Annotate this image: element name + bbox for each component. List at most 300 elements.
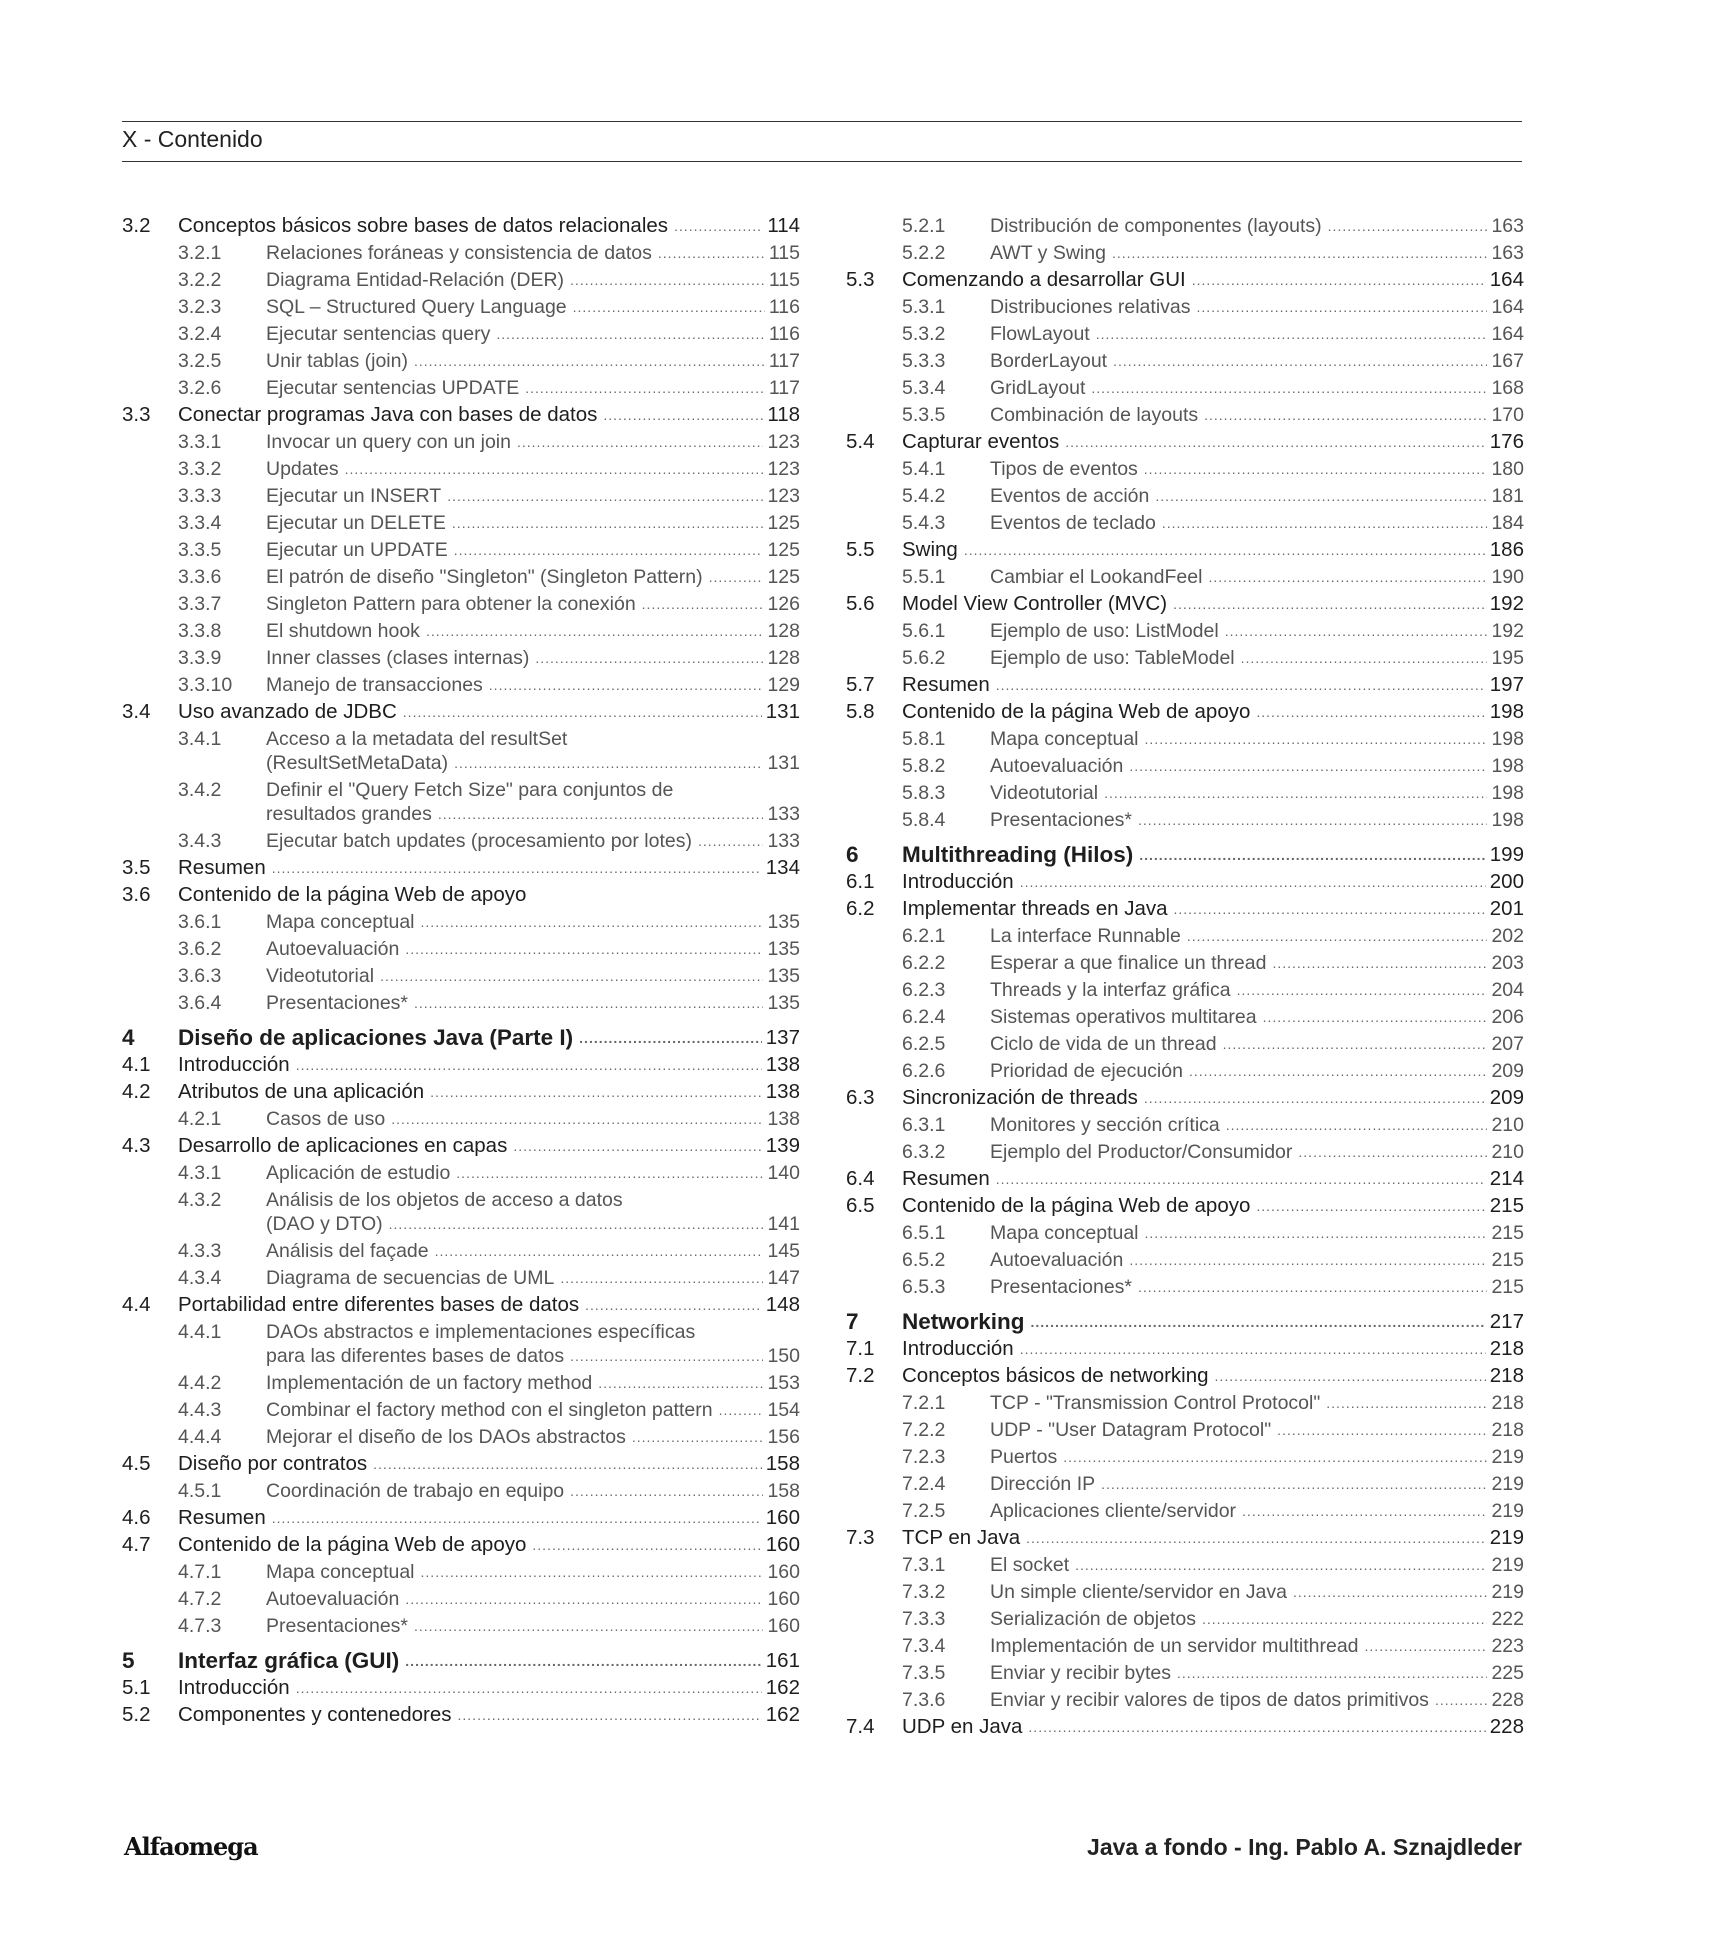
toc-entry-number: 6.3.1 xyxy=(902,1114,946,1136)
toc-entry xyxy=(122,1080,800,1107)
toc-entry-title: Componentes y contenedores xyxy=(178,1703,452,1726)
toc-entry-page: 219 xyxy=(1489,1526,1524,1549)
dot-leader xyxy=(1112,241,1488,265)
toc-entry-title: Autoevaluación xyxy=(990,755,1124,777)
toc-entry-title: Puertos xyxy=(990,1446,1058,1468)
toc-entry-page: 215 xyxy=(1491,1276,1524,1298)
toc-entry-title-continued: (ResultSetMetaData) xyxy=(266,752,449,774)
toc-entry-title: El socket xyxy=(990,1554,1070,1576)
dot-leader xyxy=(698,829,763,853)
toc-entry xyxy=(846,1113,1524,1140)
dot-leader xyxy=(996,673,1486,697)
toc-entry-title: Casos de uso xyxy=(266,1108,386,1130)
toc-entry-number: 3.4.1 xyxy=(178,728,222,750)
toc-entry-page: 125 xyxy=(767,566,800,588)
toc-entry xyxy=(122,619,800,646)
toc-entry xyxy=(846,1445,1524,1472)
toc-entry-page: 217 xyxy=(1489,1310,1524,1333)
dot-leader xyxy=(603,403,763,427)
toc-entry-number: 4.5.1 xyxy=(178,1480,222,1502)
dot-leader xyxy=(642,592,764,616)
toc-entry-page: 192 xyxy=(1491,620,1524,642)
toc-entry-title: Swing xyxy=(902,538,958,561)
toc-entry-title: Distribuciones relativas xyxy=(990,296,1191,318)
toc-entry xyxy=(122,778,800,802)
toc-entry xyxy=(122,214,800,241)
dot-leader xyxy=(1237,978,1488,1002)
toc-entry-number: 3.2.6 xyxy=(178,377,222,399)
toc-entry xyxy=(122,964,800,991)
toc-chapter xyxy=(846,843,1524,870)
toc-entry-number: 3.2.2 xyxy=(178,269,222,291)
toc-entry-page: 133 xyxy=(767,830,800,852)
dot-leader xyxy=(438,802,764,826)
toc-entry-title-continued: para las diferentes bases de datos xyxy=(266,1345,565,1367)
dot-leader xyxy=(1435,1688,1488,1712)
toc-entry xyxy=(846,1418,1524,1445)
dot-leader xyxy=(1272,951,1487,975)
toc-entry-title: Contenido de la página Web de apoyo xyxy=(178,883,527,906)
toc-entry-continuation xyxy=(122,751,800,778)
toc-entry xyxy=(122,322,800,349)
toc-entry-number: 5.4.1 xyxy=(902,458,946,480)
dot-leader xyxy=(405,1587,763,1611)
dot-leader xyxy=(1298,1140,1487,1164)
toc-entry-number: 7.3.4 xyxy=(902,1635,946,1657)
toc-entry-title: Diagrama Entidad-Relación (DER) xyxy=(266,269,565,291)
toc-entry-page: 195 xyxy=(1491,647,1524,669)
toc-entry-page: 192 xyxy=(1489,592,1524,615)
toc-entry-number: 5.8.4 xyxy=(902,809,946,831)
toc-entry-title: Implementación de un servidor multithread xyxy=(990,1635,1359,1657)
toc-entry-number: 3.2.1 xyxy=(178,242,222,264)
dot-leader xyxy=(1208,565,1487,589)
toc-chapter xyxy=(846,1310,1524,1337)
dot-leader xyxy=(1173,592,1486,616)
toc-entry-page: 164 xyxy=(1491,296,1524,318)
toc-entry-page: 134 xyxy=(765,856,800,879)
toc-entry xyxy=(122,1506,800,1533)
toc-entry-title: Ejecutar un UPDATE xyxy=(266,539,448,561)
toc-entry xyxy=(846,565,1524,592)
toc-entry xyxy=(122,1293,800,1320)
toc-entry xyxy=(846,781,1524,808)
dot-leader xyxy=(1096,322,1488,346)
toc-entry xyxy=(846,1194,1524,1221)
toc-entry-number: 7.1 xyxy=(846,1337,875,1360)
toc-entry-title: Inner classes (clases internas) xyxy=(266,647,530,669)
toc-entry xyxy=(846,1140,1524,1167)
toc-entry xyxy=(122,937,800,964)
toc-entry-title: Implementar threads en Java xyxy=(902,897,1168,920)
toc-entry xyxy=(122,1371,800,1398)
toc-entry-title: Autoevaluación xyxy=(990,1249,1124,1271)
toc-entry-title: Contenido de la página Web de apoyo xyxy=(902,1194,1251,1217)
toc-entry-title: Unir tablas (join) xyxy=(266,350,408,372)
toc-entry-page: 218 xyxy=(1491,1392,1524,1414)
header-top-rule xyxy=(122,121,1522,122)
toc-entry-title: Autoevaluación xyxy=(266,938,400,960)
toc-entry xyxy=(846,295,1524,322)
dot-leader xyxy=(414,991,763,1015)
toc-entry-page: 128 xyxy=(767,620,800,642)
dot-leader xyxy=(1242,1499,1487,1523)
toc-entry-title: Ejemplo de uso: TableModel xyxy=(990,647,1235,669)
toc-entry-title: Portabilidad entre diferentes bases de datos xyxy=(178,1293,580,1316)
toc-entry xyxy=(122,1188,800,1212)
dot-leader xyxy=(447,484,763,508)
toc-entry xyxy=(122,673,800,700)
toc-entry xyxy=(846,484,1524,511)
dot-leader xyxy=(1241,646,1488,670)
toc-entry-number: 4.2.1 xyxy=(178,1108,222,1130)
toc-entry-number: 3.6.3 xyxy=(178,965,222,987)
toc-entry-page: 125 xyxy=(767,539,800,561)
toc-entry-page: 161 xyxy=(765,1649,800,1672)
toc-entry-number: 5.8.3 xyxy=(902,782,946,804)
toc-entry-title: TCP en Java xyxy=(902,1526,1021,1549)
toc-entry-number: 5.3.3 xyxy=(902,350,946,372)
toc-entry-number: 5.3.4 xyxy=(902,377,946,399)
toc-entry-number: 5.2.1 xyxy=(902,215,946,237)
toc-entry xyxy=(846,538,1524,565)
toc-entry-title: SQL – Structured Query Language xyxy=(266,296,567,318)
toc-entry xyxy=(846,511,1524,538)
dot-leader xyxy=(513,1134,761,1158)
dot-leader xyxy=(632,1425,764,1449)
toc-entry xyxy=(846,1032,1524,1059)
dot-leader xyxy=(1177,1661,1487,1685)
toc-entry xyxy=(846,951,1524,978)
dot-leader xyxy=(391,1107,763,1131)
toc-entry-page: 210 xyxy=(1491,1114,1524,1136)
toc-entry xyxy=(846,700,1524,727)
toc-entry-page: 198 xyxy=(1491,728,1524,750)
toc-entry xyxy=(846,1221,1524,1248)
dot-leader xyxy=(1138,808,1487,832)
toc-entry-page: 215 xyxy=(1491,1222,1524,1244)
toc-entry-page: 204 xyxy=(1491,979,1524,1001)
toc-entry xyxy=(846,754,1524,781)
header-bottom-rule xyxy=(122,161,1522,162)
dot-leader xyxy=(1174,897,1486,921)
dot-leader xyxy=(598,1371,763,1395)
toc-entry xyxy=(846,430,1524,457)
toc-entry xyxy=(846,1472,1524,1499)
toc-entry-number: 7.2.2 xyxy=(902,1419,946,1441)
toc-entry-title: Prioridad de ejecución xyxy=(990,1060,1183,1082)
dot-leader xyxy=(296,1676,762,1700)
toc-entry-page: 126 xyxy=(767,593,800,615)
toc-entry xyxy=(846,1634,1524,1661)
toc-entry xyxy=(122,1320,800,1344)
toc-entry-number: 3.3.6 xyxy=(178,566,222,588)
dot-leader xyxy=(1326,1391,1487,1415)
toc-entry-title: Videotutorial xyxy=(266,965,375,987)
toc-entry xyxy=(846,870,1524,897)
toc-entry xyxy=(122,241,800,268)
dot-leader xyxy=(1144,457,1488,481)
toc-entry xyxy=(846,322,1524,349)
dot-leader xyxy=(414,349,765,373)
toc-entry-title: TCP - "Transmission Control Protocol" xyxy=(990,1392,1321,1414)
toc-entry-number: 6.2.6 xyxy=(902,1060,946,1082)
toc-entry-title: Ejecutar batch updates (procesamiento por lotes) xyxy=(266,830,692,852)
dot-leader xyxy=(1031,1310,1486,1334)
toc-entry-page: 209 xyxy=(1491,1060,1524,1082)
dot-leader xyxy=(1026,1526,1486,1550)
dot-leader xyxy=(1223,1032,1488,1056)
toc-entry-page: 139 xyxy=(765,1134,800,1157)
toc-entry-page: 125 xyxy=(767,512,800,534)
toc-entry xyxy=(846,457,1524,484)
toc-entry xyxy=(122,1614,800,1641)
dot-leader xyxy=(1365,1634,1488,1658)
toc-entry-title: Relaciones foráneas y consistencia de datos xyxy=(266,242,652,264)
toc-entry-page: 138 xyxy=(765,1053,800,1076)
dot-leader xyxy=(585,1293,762,1317)
toc-entry-number: 3.3.8 xyxy=(178,620,222,642)
toc-entry-number: 3.3 xyxy=(122,403,151,426)
toc-entry xyxy=(846,1391,1524,1418)
dot-leader xyxy=(1162,511,1488,535)
dot-leader xyxy=(1187,924,1488,948)
dot-leader xyxy=(1129,1248,1487,1272)
toc-entry-title: Implementación de un factory method xyxy=(266,1372,593,1394)
dot-leader xyxy=(1020,870,1486,894)
toc-entry-number: 4.2 xyxy=(122,1080,151,1103)
toc-entry-title: Definir el "Query Fetch Size" para conjuntos de xyxy=(266,779,674,801)
toc-entry-page: 198 xyxy=(1491,782,1524,804)
toc-entry-number: 5.1 xyxy=(122,1676,151,1699)
toc-entry-number: 4.3 xyxy=(122,1134,151,1157)
toc-entry-number: 4.7.1 xyxy=(178,1561,222,1583)
toc-entry-title: Contenido de la página Web de apoyo xyxy=(178,1533,527,1556)
dot-leader xyxy=(454,751,763,775)
toc-entry-page: 153 xyxy=(767,1372,800,1394)
dot-leader xyxy=(1028,1715,1485,1739)
toc-entry-page: 114 xyxy=(767,214,800,237)
toc-entry-number: 5.4.3 xyxy=(902,512,946,534)
toc-entry xyxy=(846,1086,1524,1113)
toc-entry xyxy=(122,856,800,883)
dot-leader xyxy=(579,1026,762,1050)
toc-entry-number: 3.2.3 xyxy=(178,296,222,318)
toc-entry-title: Diseño de aplicaciones Java (Parte I) xyxy=(178,1025,574,1050)
toc-entry-title: Diagrama de secuencias de UML xyxy=(266,1267,555,1289)
toc-entry xyxy=(846,646,1524,673)
toc-entry-page: 219 xyxy=(1491,1473,1524,1495)
toc-entry-number: 4.4.2 xyxy=(178,1372,222,1394)
toc-entry-number: 7.3.6 xyxy=(902,1689,946,1711)
dot-leader xyxy=(964,538,1486,562)
toc-entry-page: 145 xyxy=(767,1240,800,1262)
toc-entry-page: 215 xyxy=(1491,1249,1524,1271)
toc-entry-title: Introducción xyxy=(902,1337,1014,1360)
toc-entry-page: 163 xyxy=(1491,242,1524,264)
toc-entry xyxy=(846,1553,1524,1580)
toc-entry xyxy=(846,1661,1524,1688)
dot-leader xyxy=(452,511,764,535)
toc-entry-title: El shutdown hook xyxy=(266,620,420,642)
dot-leader xyxy=(345,457,764,481)
toc-entry-number: 5.6.1 xyxy=(902,620,946,642)
toc-entry-number: 6.2.3 xyxy=(902,979,946,1001)
toc-entry xyxy=(122,1266,800,1293)
toc-entry-page: 180 xyxy=(1491,458,1524,480)
toc-entry-number: 6.2.1 xyxy=(902,925,946,947)
toc-entry-number: 5.5 xyxy=(846,538,875,561)
toc-entry-title: Tipos de eventos xyxy=(990,458,1138,480)
toc-entry-title: Mejorar el diseño de los DAOs abstractos xyxy=(266,1426,626,1448)
toc-entry-page: 138 xyxy=(765,1080,800,1103)
toc-entry-page: 170 xyxy=(1491,404,1524,426)
toc-entry-title: Uso avanzado de JDBC xyxy=(178,700,397,723)
toc-entry-title: Singleton Pattern para obtener la conexión xyxy=(266,593,636,615)
toc-entry-page: 197 xyxy=(1489,673,1524,696)
toc-entry xyxy=(846,978,1524,1005)
toc-entry-number: 3.3.2 xyxy=(178,458,222,480)
toc-entry-title-continued: resultados grandes xyxy=(266,803,432,825)
toc-entry-page: 128 xyxy=(767,647,800,669)
toc-entry-number: 3.3.4 xyxy=(178,512,222,534)
toc-entry-title: Sistemas operativos multitarea xyxy=(990,1006,1257,1028)
dot-leader xyxy=(426,619,764,643)
toc-entry xyxy=(846,808,1524,835)
toc-entry-number: 5.8.1 xyxy=(902,728,946,750)
toc-entry-title: Mapa conceptual xyxy=(990,1222,1139,1244)
dot-leader xyxy=(389,1212,764,1236)
toc-entry xyxy=(846,1005,1524,1032)
dot-leader xyxy=(272,856,762,880)
toc-entry-number: 3.4.2 xyxy=(178,779,222,801)
toc-entry xyxy=(846,1337,1524,1364)
toc-entry-title: AWT y Swing xyxy=(990,242,1106,264)
toc-entry-number: 3.4.3 xyxy=(178,830,222,852)
toc-entry-title: Presentaciones* xyxy=(990,1276,1133,1298)
toc-entry-number: 6.3 xyxy=(846,1086,875,1109)
toc-entry xyxy=(122,349,800,376)
toc-entry-number: 3.2.4 xyxy=(178,323,222,345)
toc-left-column xyxy=(122,214,800,1730)
toc-entry-title: Conceptos básicos de networking xyxy=(902,1364,1209,1387)
toc-entry-number: 4.1 xyxy=(122,1053,151,1076)
toc-entry-number: 5.6 xyxy=(846,592,875,615)
dot-leader xyxy=(1226,1113,1488,1137)
toc-entry xyxy=(122,646,800,673)
toc-entry-title: Presentaciones* xyxy=(266,992,409,1014)
toc-entry-number: 3.4 xyxy=(122,700,151,723)
toc-entry-page: 206 xyxy=(1491,1006,1524,1028)
dot-leader xyxy=(674,214,763,238)
toc-entry xyxy=(122,1560,800,1587)
dot-leader xyxy=(560,1266,763,1290)
toc-entry-page: 210 xyxy=(1491,1141,1524,1163)
dot-leader xyxy=(1075,1553,1487,1577)
toc-entry-number: 3.3.9 xyxy=(178,647,222,669)
toc-entry xyxy=(846,1715,1524,1742)
toc-entry-number: 7.4 xyxy=(846,1715,875,1738)
toc-entry-continuation xyxy=(122,802,800,829)
toc-entry-number: 7.2.3 xyxy=(902,1446,946,1468)
toc-entry-page: 160 xyxy=(767,1615,800,1637)
toc-entry-title: Diseño por contratos xyxy=(178,1452,368,1475)
toc-entry-number: 4.3.4 xyxy=(178,1267,222,1289)
toc-entry-title: El patrón de diseño "Singleton" (Singleton Pattern) xyxy=(266,566,703,588)
toc-entry-title: Mapa conceptual xyxy=(990,728,1139,750)
toc-entry-page: 164 xyxy=(1489,268,1524,291)
toc-entry-page: 163 xyxy=(1491,215,1524,237)
toc-entry-title: Invocar un query con un join xyxy=(266,431,511,453)
dot-leader xyxy=(1256,1194,1485,1218)
toc-entry-number: 4.3.1 xyxy=(178,1162,222,1184)
toc-entry-number: 5.3.1 xyxy=(902,296,946,318)
toc-entry xyxy=(846,924,1524,951)
dot-leader xyxy=(1129,754,1487,778)
toc-entry-title: Resumen xyxy=(902,673,990,696)
toc-entry xyxy=(122,910,800,937)
toc-entry-number: 4.6 xyxy=(122,1506,151,1529)
dot-leader xyxy=(1263,1005,1488,1029)
toc-entry-title: Presentaciones* xyxy=(266,1615,409,1637)
toc-entry-number: 6.5.1 xyxy=(902,1222,946,1244)
dot-leader xyxy=(1197,295,1488,319)
toc-entry-page: 123 xyxy=(767,458,800,480)
toc-entry-title: Enviar y recibir bytes xyxy=(990,1662,1171,1684)
toc-entry xyxy=(846,1059,1524,1086)
toc-entry-number: 7.2.5 xyxy=(902,1500,946,1522)
toc-entry-page: 219 xyxy=(1491,1554,1524,1576)
toc-entry-number: 6.3.2 xyxy=(902,1141,946,1163)
toc-entry-page: 129 xyxy=(767,674,800,696)
dot-leader xyxy=(1020,1337,1486,1361)
dot-leader xyxy=(296,1053,762,1077)
toc-entry-page: 202 xyxy=(1491,925,1524,947)
toc-entry xyxy=(846,376,1524,403)
toc-entry-page: 198 xyxy=(1489,700,1524,723)
toc-entry-number: 3.3.7 xyxy=(178,593,222,615)
toc-entry xyxy=(122,1587,800,1614)
page-header: X - Contenido xyxy=(122,126,263,152)
toc-entry-title: Introducción xyxy=(178,1053,290,1076)
toc-entry-number: 4.7.3 xyxy=(178,1615,222,1637)
dot-leader xyxy=(1065,430,1486,454)
toc-entry-number: 7.2 xyxy=(846,1364,875,1387)
toc-entry-number: 3.6.1 xyxy=(178,911,222,933)
toc-entry xyxy=(846,1364,1524,1391)
toc-entry-number: 4.5 xyxy=(122,1452,151,1475)
toc-entry-page: 186 xyxy=(1489,538,1524,561)
toc-entry-page: 137 xyxy=(765,1026,800,1049)
toc-entry-number: 5.3.2 xyxy=(902,323,946,345)
toc-entry-title: Presentaciones* xyxy=(990,809,1133,831)
toc-entry-number: 4.3.3 xyxy=(178,1240,222,1262)
toc-entry xyxy=(122,565,800,592)
toc-entry xyxy=(122,403,800,430)
toc-entry-title: BorderLayout xyxy=(990,350,1108,372)
toc-entry-title: Model View Controller (MVC) xyxy=(902,592,1168,615)
toc-entry-page: 223 xyxy=(1491,1635,1524,1657)
toc-entry-page: 201 xyxy=(1489,897,1524,920)
toc-entry-number: 5 xyxy=(122,1648,135,1673)
toc-entry-page: 116 xyxy=(768,296,800,318)
toc-entry-number: 4.4 xyxy=(122,1293,151,1316)
dot-leader xyxy=(573,295,765,319)
toc-entry-title: UDP - "User Datagram Protocol" xyxy=(990,1419,1272,1441)
toc-entry-title: Coordinación de trabajo en equipo xyxy=(266,1480,565,1502)
dot-leader xyxy=(405,1649,761,1673)
dot-leader xyxy=(1104,781,1487,805)
